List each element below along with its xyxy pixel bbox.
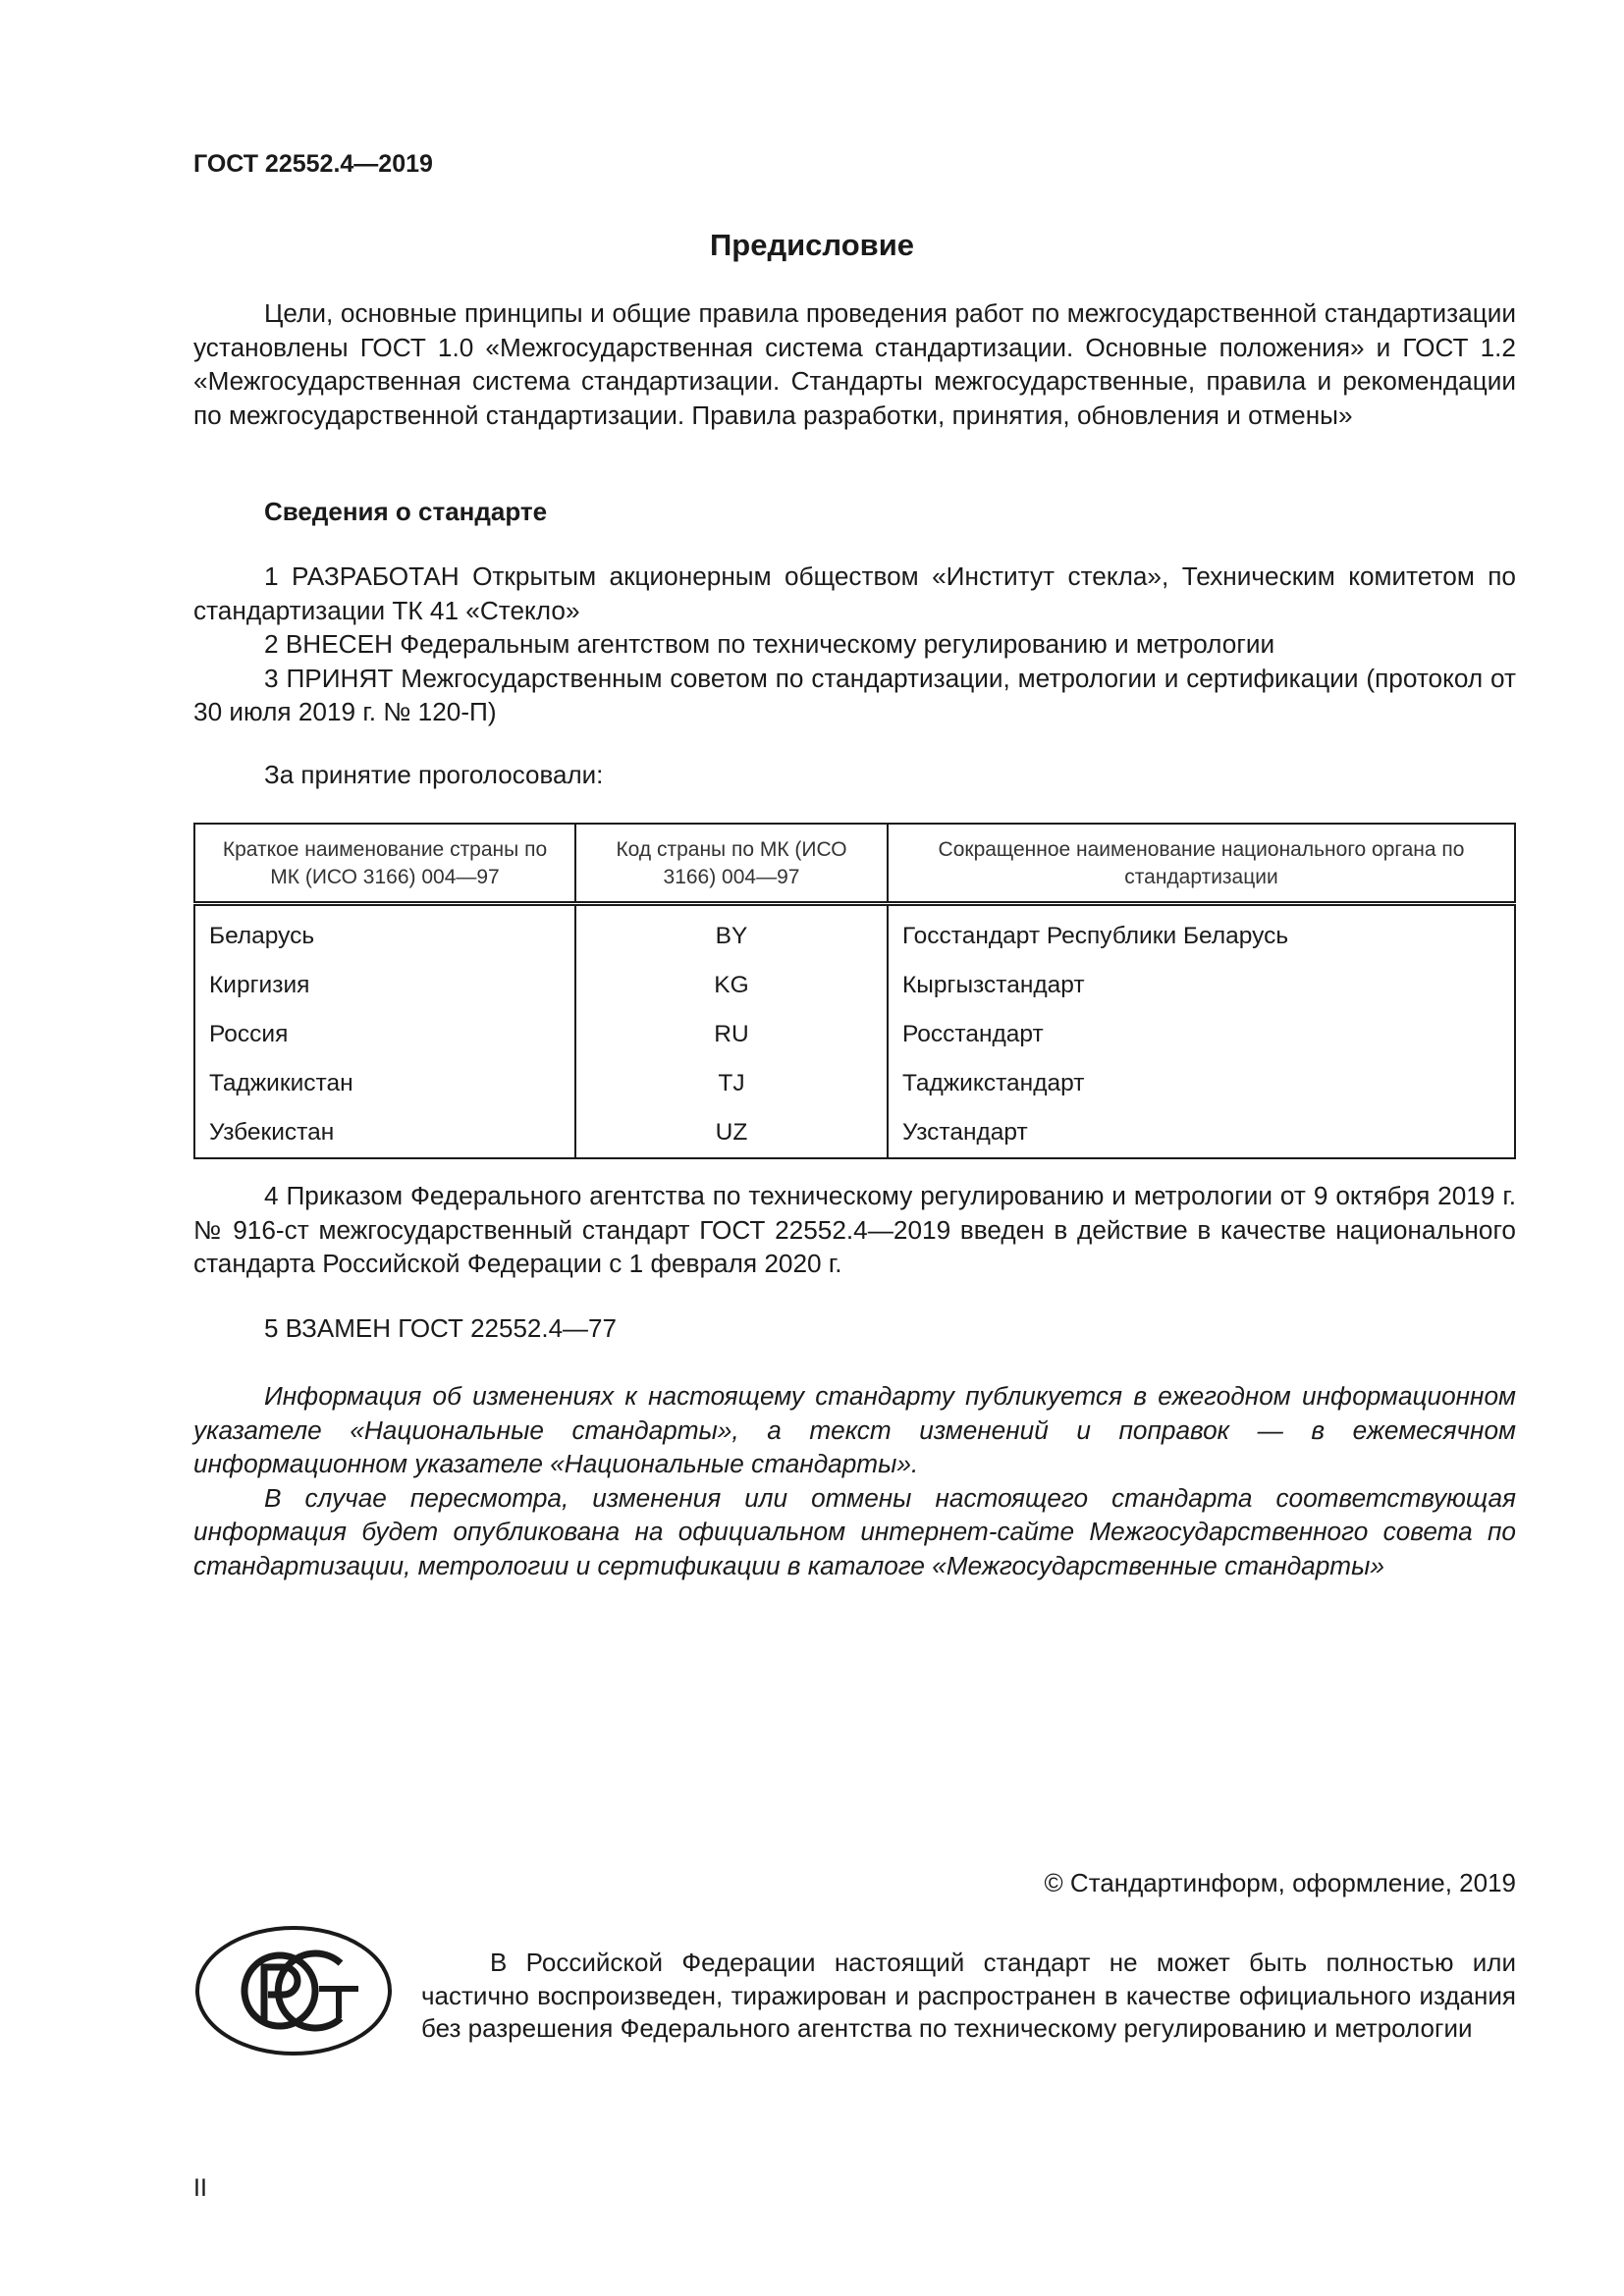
info-item-2: 2 ВНЕСЕН Федеральным агентством по техническому регулированию и метрологии [264,629,1275,659]
body-cell: Росстандарт [902,1021,1044,1047]
table-row [194,961,1515,1010]
table-row [194,904,1515,962]
voting-countries-table [193,823,1516,1159]
column-header-body: Сокращенное наименование национального органа по стандартизации [888,824,1515,904]
amendments-notice-1: Информация об изменениях к настоящему стандарту публикуется в ежегодном информационном указателе «Национальные стандарты», а текст изменений и поправок — в ежемесячном информационном указателе «Национальные стандарты». [193,1381,1516,1478]
preface-intro [193,296,1516,432]
info-item-1: 1 РАЗРАБОТАН Открытым акционерным обществом «Институт стекла», Техническим комитетом по стандартизации ТК 41 «Стекло» [193,561,1516,625]
info-item-5: 5 ВЗАМЕН ГОСТ 22552.4—77 [264,1313,617,1343]
country-cell: Узбекистан [194,1108,575,1158]
info-item-4: 4 Приказом Федерального агентства по техническому регулированию и метрологии от 9 октября 2019 г. № 916-ст межгосударственный стандарт ГОСТ 22552.4—2019 введен в действие в качестве национального стандарта Российской Федерации с 1 февраля 2020 г. [193,1181,1516,1278]
code-cell: KG [575,961,888,1010]
info-item-3: 3 ПРИНЯТ Межгосударственным советом по стандартизации, метрологии и сертификации (протокол от 30 июля 2019 г. № 120-П) [193,663,1516,726]
body-cell: Узстандарт [902,1119,1028,1146]
body-cell: Госстандарт Республики Беларусь [902,923,1289,949]
table-header-row [194,824,1515,904]
body-cell: Таджикстандарт [902,1070,1085,1096]
amendments-notice-2: В случае пересмотра, изменения или отмены настоящего стандарта соответствующая информация будет опубликована на официальном интернет-сайте Межгосударственного совета по стандартизации, метрологии и сертификации в каталоге «Межгосударственные стандарты» [193,1482,1516,1580]
country-cell: Россия [194,1010,575,1059]
column-header-code: Код страны по МК (ИСО 3166) 004—97 [575,824,888,904]
preface-intro-text: Цели, основные принципы и общие правила проведения работ по межгосударственной стандартизации установлены ГОСТ 1.0 «Межгосударственная система стандартизации. Основные положения» и ГОСТ 1.2 «Межгосударственная система стандартизации. Стандарты межгосударственные, правила и рекомендации по межгосударственной стандартизации. Правила разработки, принятия, обновления и отмены» [193,298,1516,430]
copyright-line: © Стандартинформ, оформление, 2019 [1044,1868,1516,1897]
code-cell: UZ [575,1108,888,1158]
country-cell: Беларусь [194,904,575,962]
reproduction-notice-text: В Российской Федерации настоящий стандарт не может быть полностью или частично воспроизведен, тиражирован и распространен в качестве официального издания без разрешения Федерального агентства по техническому регулированию и метрологии [421,1948,1516,2043]
info-item-4-block [193,1179,1516,1281]
document-header: ГОСТ 22552.4—2019 [193,150,433,178]
country-cell: Таджикистан [194,1059,575,1108]
code-cell: BY [575,904,888,962]
column-header-country: Краткое наименование страны по МК (ИСО 3166) 004—97 [194,824,575,904]
table-row [194,1010,1515,1059]
table-row [194,1059,1515,1108]
reproduction-notice [421,1947,1516,2046]
code-cell: TJ [575,1059,888,1108]
page-number: II [193,2174,207,2202]
preface-title: Предисловие [709,228,914,262]
info-items-1-3 [193,560,1516,729]
standard-info-heading: Сведения о стандарте [264,497,548,526]
code-cell: RU [575,1010,888,1059]
table-row [194,1108,1515,1158]
country-cell: Киргизия [194,961,575,1010]
body-cell: Кыргызстандарт [902,972,1085,998]
amendments-notice [193,1379,1516,1582]
voted-label: За принятие проголосовали: [264,760,604,789]
rst-certification-mark-icon [193,1924,394,2057]
